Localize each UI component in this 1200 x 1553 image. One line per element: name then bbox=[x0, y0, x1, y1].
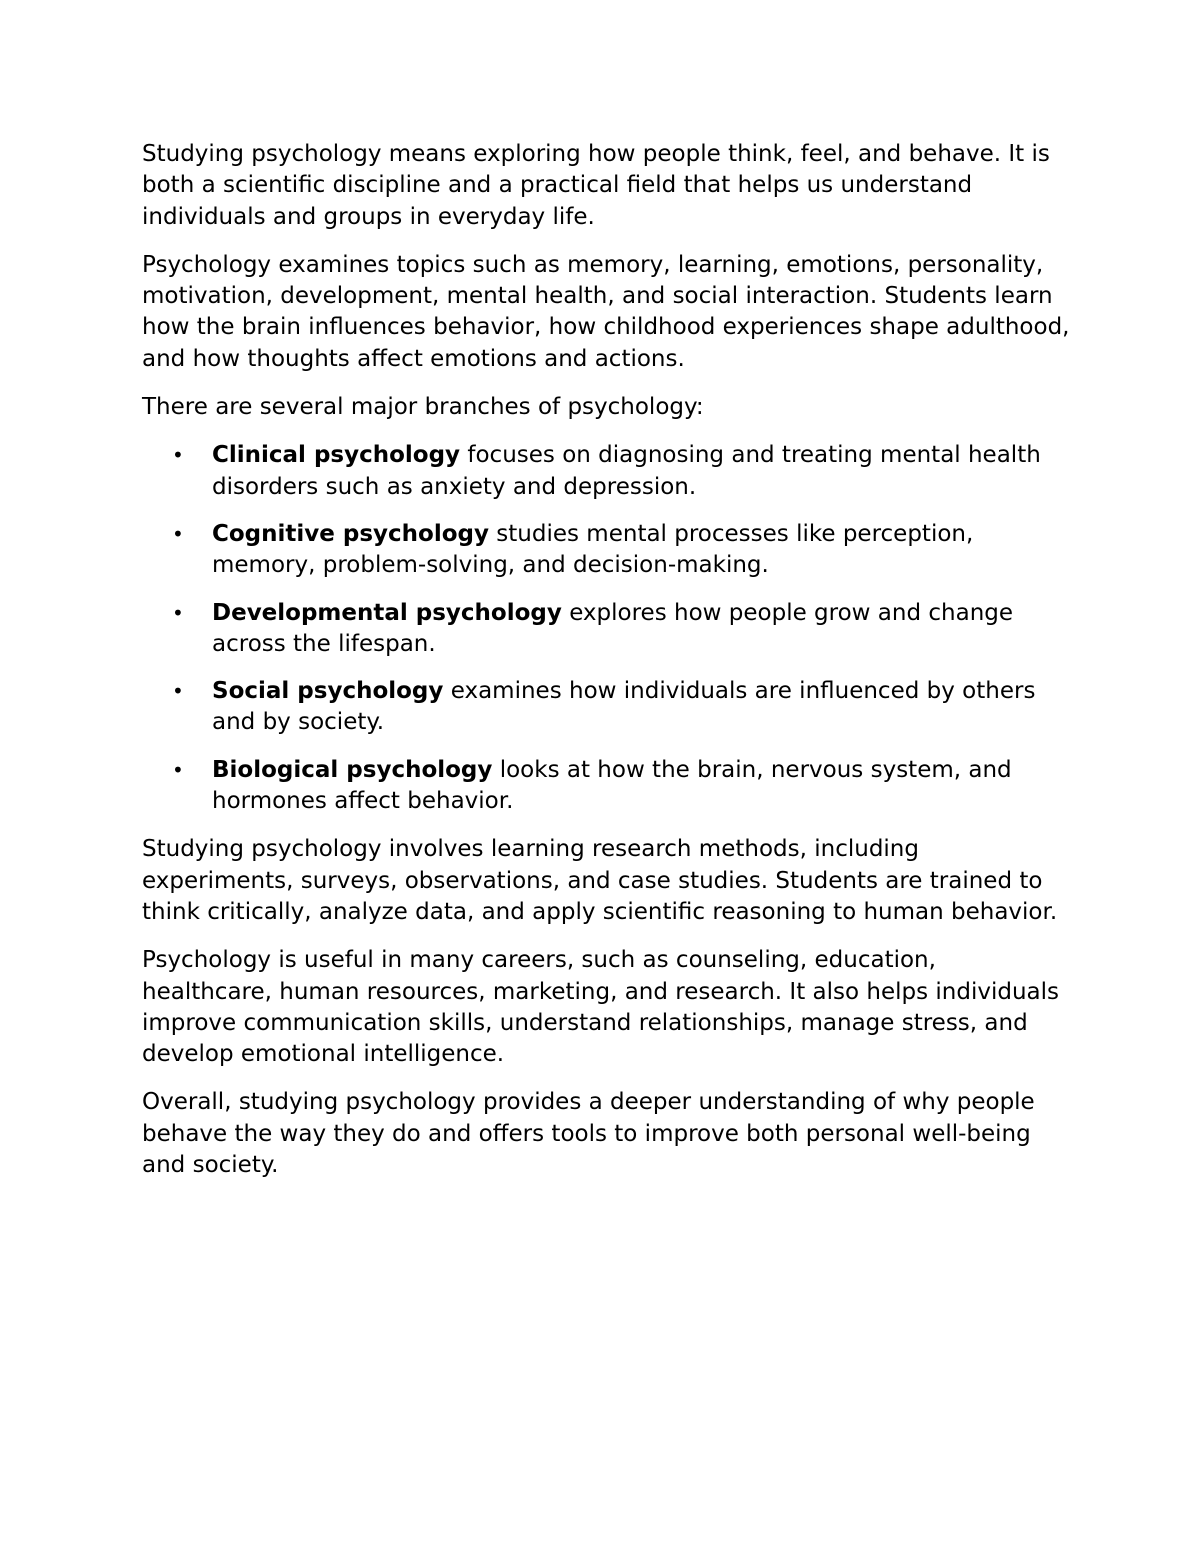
careers-paragraph: Psychology is useful in many careers, such as counseling, education, healthcare, human resources, marketing, and research. It also helps individuals improve communication skills, understand relationships, manage stress, and develop emotional intelligence. bbox=[142, 947, 1059, 1068]
bullet-icon: • bbox=[172, 679, 184, 704]
topics-paragraph: Psychology examines topics such as memory, learning, emotions, personality, motivation, development, mental health, and social interaction. Students learn how the brain influences behavior, how childhood experiences shape adulthood, and how thoughts affect emotions and actions. bbox=[142, 251, 1070, 372]
branch-term: Biological psychology bbox=[212, 756, 493, 783]
list-item bbox=[142, 676, 1072, 739]
list-item bbox=[142, 598, 1072, 661]
bullet-icon: • bbox=[172, 600, 184, 625]
branch-description: examines how individuals are influenced by others and by society. bbox=[212, 678, 1036, 736]
bullet-icon: • bbox=[172, 521, 184, 546]
branches-intro-paragraph: There are several major branches of psychology: bbox=[142, 394, 704, 421]
branch-description: looks at how the brain, nervous system, and hormones affect behavior. bbox=[212, 756, 1012, 815]
bullet-icon: • bbox=[172, 757, 184, 782]
branches-list bbox=[142, 440, 1072, 817]
bullet-icon: • bbox=[172, 443, 184, 468]
branch-term: Developmental psychology bbox=[212, 599, 562, 626]
methods-paragraph: Studying psychology involves learning research methods, including experiments, surveys, observations, and case studies. Students are trained to think critically, analyze data, and apply scientific reasoning to human behavior. bbox=[142, 836, 1058, 925]
branch-term: Cognitive psychology bbox=[212, 520, 489, 547]
branch-term: Social psychology bbox=[212, 678, 444, 705]
list-item bbox=[142, 519, 1072, 582]
list-item bbox=[142, 440, 1072, 503]
branch-description: focuses on diagnosing and treating mental health disorders such as anxiety and depression. bbox=[212, 442, 1041, 500]
branch-description: studies mental processes like perception, memory, problem-solving, and decision-making. bbox=[212, 520, 974, 579]
intro-paragraph: Studying psychology means exploring how people think, feel, and behave. It is both a scientific discipline and a practical field that helps us understand individuals and groups in everyday life. bbox=[142, 141, 1050, 230]
document-page bbox=[142, 139, 1072, 1198]
conclusion-paragraph: Overall, studying psychology provides a deeper understanding of why people behave the way they do and offers tools to improve both personal well-being and society. bbox=[142, 1089, 1035, 1179]
list-item bbox=[142, 755, 1072, 818]
branch-term: Clinical psychology bbox=[212, 442, 461, 469]
branch-description: explores how people grow and change across the lifespan. bbox=[212, 599, 1014, 657]
